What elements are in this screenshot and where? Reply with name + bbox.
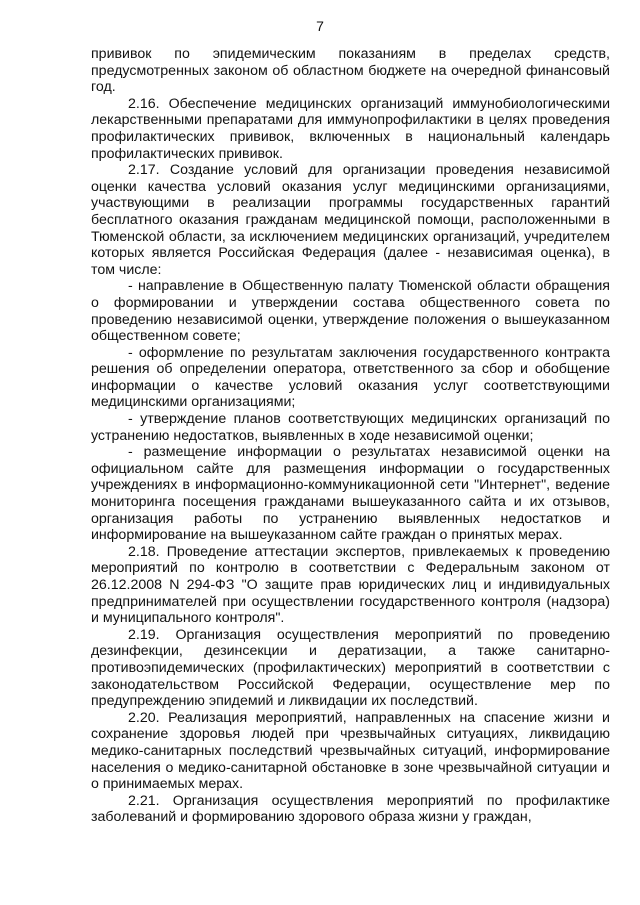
paragraph: 2.16. Обеспечение медицинских организаций иммунобиологическими лекарственными препаратами для иммунопрофилактики в целях проведения профилактических прививок, включенных в национальный календарь профилактических прививок. xyxy=(91,95,610,162)
paragraph: прививок по эпидемическим показаниям в пределах средств, предусмотренных законом об областном бюджете на очередной финансовый год. xyxy=(91,46,610,96)
paragraph: 2.19. Организация осуществления мероприятий по проведению дезинфекции, дезинсекции и дератизации, а также санитарно-противоэпидемических (профилактических) мероприятий в соответствии с законодательством Российской Федерации, осуществление мер по предупреждению эпидемий и ликвидации их последствий. xyxy=(91,626,610,710)
list-item: - направление в Общественную палату Тюменской области обращения о формировании и утверждении состава общественного совета по проведению независимой оценки, утверждение положения о вышеуказанном общественном совете; xyxy=(91,278,610,345)
list-item: - оформление по результатам заключения государственного контракта решения об определении оператора, ответственного за сбор и обобщение информации о качестве условий оказания услуг соответствующими медицинскими организациями; xyxy=(91,344,610,411)
paragraph: 2.17. Создание условий для организации проведения независимой оценки качества условий оказания услуг медицинскими организациями, участвующими в реализации программы государственных гарантий бесплатного оказания гражданам медицинской помощи, расположенными в Тюменской области, за исключением медицинских организаций, учредителем которых является Российская Федерация (далее - независимая оценка), в том числе: xyxy=(91,162,610,278)
list-item: - утверждение планов соответствующих медицинских организаций по устранению недостатков, выявленных в ходе независимой оценки; xyxy=(91,411,610,444)
paragraph: 2.21. Организация осуществления мероприятий по профилактике заболеваний и формированию здорового образа жизни у граждан, xyxy=(91,792,610,826)
paragraph: 2.20. Реализация мероприятий, направленных на спасение жизни и сохранение здоровья людей при чрезвычайных ситуациях, ликвидацию медико-санитарных последствий чрезвычайных ситуаций, информирование населения о медико-санитарной обстановке в зоне чрезвычайной ситуации и о принимаемых мерах. xyxy=(91,709,610,793)
document-body xyxy=(91,46,610,826)
paragraph: 2.18. Проведение аттестации экспертов, привлекаемых к проведению мероприятий по контролю в соответствии с Федеральным законом от 26.12.2008 N 294-ФЗ "О защите прав юридических лиц и индивидуальных предпринимателей при осуществлении государственного контроля (надзора) и муниципального контроля". xyxy=(91,543,610,627)
page-number: 7 xyxy=(316,18,324,34)
list-item: - размещение информации о результатах независимой оценки на официальном сайте для размещения информации о государственных учреждениях в информационно-коммуникационной сети "Интернет", ведение мониторинга посещения гражданами вышеуказанного сайта и их отзывов, организация работы по устранению выявленных недостатков и информирование на вышеуказанном сайте граждан о принятых мерах. xyxy=(91,444,610,544)
